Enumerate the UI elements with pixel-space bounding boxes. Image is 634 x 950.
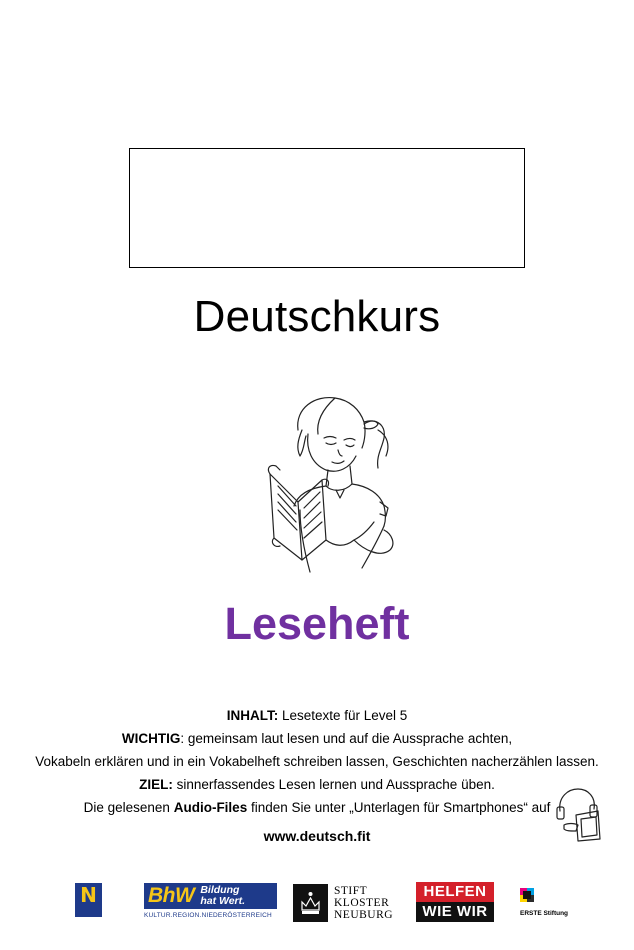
bhw-slogan-2: hat Wert.	[200, 895, 246, 907]
helfen-wie-wir-logo	[416, 882, 494, 922]
noe-logo	[75, 883, 102, 917]
ziel-text: sinnerfassendes Lesen lernen und Aussprache üben.	[172, 777, 495, 792]
ziel-line	[0, 773, 634, 796]
erste-stiftung-logo	[520, 888, 590, 917]
wichtig-label: WICHTIG	[121, 731, 181, 746]
stift-klosterneuburg-logo	[293, 883, 403, 923]
name-box	[129, 148, 525, 268]
booklet-subtitle: Leseheft	[224, 598, 410, 649]
girl-reading-illustration	[240, 390, 424, 590]
audio-suffix: finden Sie unter „Unterlagen für Smartphones“ auf	[247, 800, 551, 815]
audio-line	[0, 796, 634, 819]
inhalt-line	[0, 704, 634, 727]
stift-line-2: KLOSTER	[334, 897, 390, 909]
inhalt-label: INHALT:	[226, 708, 279, 723]
ziel-label: ZIEL:	[139, 777, 173, 792]
bhw-mark: BhW	[144, 883, 198, 909]
bhw-tagline: KULTUR.REGION.NIEDERÖSTERREICH	[144, 912, 272, 919]
wichtig-line	[0, 727, 634, 750]
crown-crest-icon	[293, 884, 328, 922]
audio-prefix: Die gelesenen	[83, 800, 174, 815]
sponsor-logos	[0, 876, 634, 936]
helfen-line-1: HELFEN	[416, 882, 494, 902]
bhw-slogan-1: Bildung	[200, 884, 240, 896]
bhw-slogan	[198, 883, 277, 909]
website-link[interactable]: www.deutsch.fit	[263, 828, 371, 844]
info-block	[0, 704, 634, 819]
wichtig-text: : gemeinsam laut lesen und auf die Aussprache achten,	[180, 731, 513, 746]
helfen-line-2: WIE WIR	[416, 902, 494, 922]
bhw-logo	[144, 883, 277, 925]
inhalt-text: Lesetexte für Level 5	[278, 708, 408, 723]
stift-line-1: STIFT	[334, 885, 368, 897]
course-title: Deutschkurs	[193, 292, 441, 341]
noe-letter: N	[80, 883, 97, 907]
erste-text: ERSTE Stiftung	[520, 910, 569, 917]
stift-line-3: NEUBURG	[334, 909, 394, 921]
wichtig-line-2: Vokabeln erklären und in ein Vokabelheft schreiben lassen, Geschichten nacherzählen lassen.	[35, 754, 599, 769]
erste-mark-icon	[520, 888, 534, 902]
audio-label: Audio-Files	[173, 800, 248, 815]
